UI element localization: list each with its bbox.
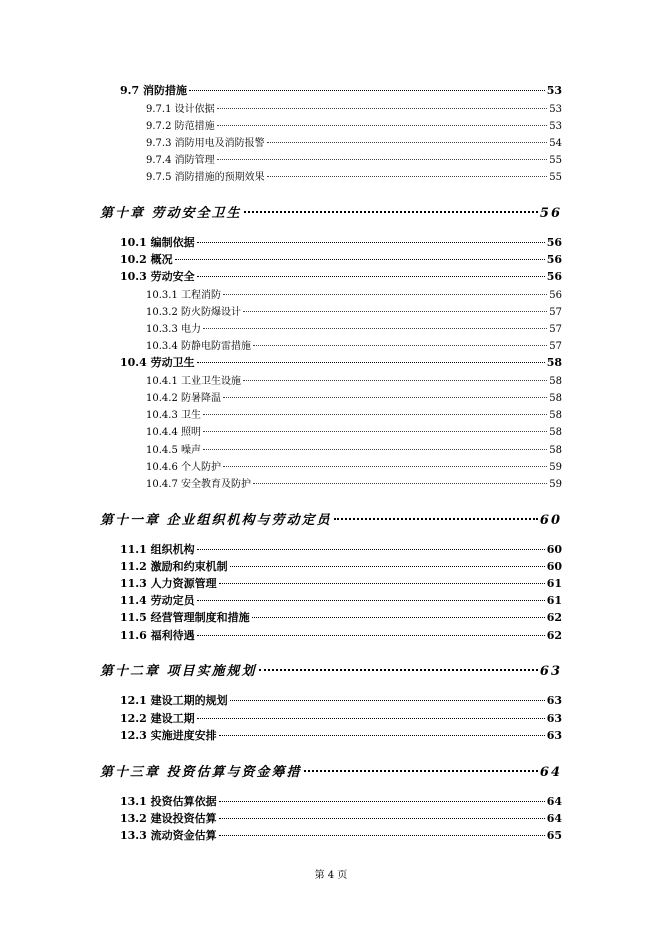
dot-leader [219,735,545,736]
toc-entry-label: 12.1 建设工期的规划 [120,694,228,707]
toc-entry-page: 64 [546,812,562,825]
toc-entry-label: 11.1 组织机构 [120,543,195,556]
toc-entry[interactable] [146,389,562,404]
toc-entry-label: 13.2 建设投资估算 [120,812,217,825]
toc-entry-label: 10.3.3 电力 [146,324,201,335]
toc-entry-label: 11.2 激励和约束机制 [120,560,228,573]
toc-entry-page: 60 [546,560,562,573]
toc-entry-label: 13.1 投资估算依据 [120,795,217,808]
toc-entry-page: 54 [549,138,562,149]
toc-entry[interactable] [146,406,562,421]
toc-entry-page: 59 [549,479,562,490]
toc-entry-page: 56 [546,253,562,266]
dot-leader [334,518,538,520]
toc-entry-page: 56 [549,290,562,301]
toc-entry-page: 55 [549,155,562,166]
toc-entry-label: 9.7.5 消防措施的预期效果 [146,172,265,183]
toc-entry[interactable] [120,793,562,809]
dot-leader [252,617,545,618]
toc-entry-page: 65 [546,829,562,842]
toc-entry[interactable] [146,134,562,149]
toc-entry-page: 53 [546,84,562,97]
toc-chapter-label: 第十二章 项目实施规划 [100,664,257,679]
toc-entry[interactable] [146,441,562,456]
toc-entry[interactable] [146,117,562,132]
toc-entry[interactable] [120,82,562,98]
dot-leader [223,294,547,295]
dot-leader [267,142,548,143]
dot-leader [219,818,545,819]
toc-entry[interactable] [120,627,562,643]
toc-chapter-page: 56 [539,206,562,221]
dot-leader [203,414,547,415]
toc-entry[interactable] [120,692,562,708]
dot-leader [203,431,547,432]
toc-entry-label: 10.3 劳动安全 [120,270,195,283]
toc-entry-page: 59 [549,462,562,473]
toc-entry[interactable] [120,710,562,726]
toc-entry[interactable] [120,354,562,370]
toc-entry-label: 9.7.3 消防用电及消防报警 [146,138,265,149]
toc-entry-label: 11.6 福利待遇 [120,629,195,642]
toc-entry-label: 10.1 编制依据 [120,236,195,249]
toc-entry-page: 61 [546,577,562,590]
dot-leader [203,449,547,450]
toc-entry-page: 62 [546,611,562,624]
toc-entry-page: 63 [546,694,562,707]
toc-entry-label: 10.3.1 工程消防 [146,290,221,301]
toc-entry-label: 10.4.4 照明 [146,427,201,438]
toc-entry[interactable] [146,286,562,301]
toc-entry[interactable] [120,810,562,826]
toc-entry[interactable] [120,609,562,625]
dot-leader [267,176,548,177]
dot-leader [243,380,547,381]
dot-leader [175,259,545,260]
toc-entry-label: 9.7.1 设计依据 [146,104,215,115]
toc-entry[interactable] [120,251,562,267]
dot-leader [217,159,548,160]
toc-entry[interactable] [120,234,562,250]
toc-entry[interactable] [120,268,562,284]
toc-chapter-entry[interactable] [100,660,562,679]
toc-entry-page: 58 [549,376,562,387]
toc-entry-page: 56 [546,270,562,283]
toc-entry-page: 53 [549,104,562,115]
toc-entry[interactable] [146,458,562,473]
dot-leader [197,276,545,277]
toc-entry[interactable] [120,727,562,743]
toc-entry-label: 10.4.3 卫生 [146,410,201,421]
toc-entry-label: 10.3.4 防静电防雷措施 [146,341,251,352]
dot-leader [230,566,545,567]
toc-entry-page: 58 [546,356,562,369]
toc-entry-page: 58 [549,410,562,421]
toc-entry[interactable] [120,558,562,574]
dot-leader [259,669,538,671]
toc-entry[interactable] [146,151,562,166]
toc-entry-page: 61 [546,594,562,607]
toc-entry-label: 10.4 劳动卫生 [120,356,195,369]
toc-chapter-page: 64 [539,765,562,780]
toc-entry-page: 55 [549,172,562,183]
toc-entry-label: 10.4.6 个人防护 [146,462,221,473]
toc-entry[interactable] [146,337,562,352]
toc-entry-label: 12.2 建设工期 [120,712,195,725]
toc-entry[interactable] [146,423,562,438]
dot-leader [243,311,547,312]
page-number-footer: 第 4 页 [314,870,348,881]
toc-chapter-label: 第十三章 投资估算与资金筹措 [100,765,302,780]
toc-entry[interactable] [146,168,562,183]
toc-entry-page: 63 [546,729,562,742]
dot-leader [244,211,538,213]
toc-entry[interactable] [146,320,562,335]
toc-entry-label: 10.2 概况 [120,253,173,266]
toc-entry[interactable] [146,100,562,115]
dot-leader [203,328,547,329]
toc-chapter-label: 第十章 劳动安全卫生 [100,206,242,221]
toc-chapter-page: 60 [539,513,562,528]
toc-entry-page: 57 [549,307,562,318]
toc-chapter-entry[interactable] [100,202,562,221]
dot-leader [230,700,545,701]
toc-entry[interactable] [120,592,562,608]
dot-leader [197,242,545,243]
toc-entry[interactable] [120,541,562,557]
dot-leader [197,549,545,550]
toc-entry-page: 63 [546,712,562,725]
toc-entry[interactable] [146,475,562,490]
dot-leader [189,90,545,91]
toc-entry-page: 58 [549,427,562,438]
toc-entry[interactable] [120,575,562,591]
toc-entry-page: 64 [546,795,562,808]
toc-entry-page: 58 [549,445,562,456]
dot-leader [197,718,545,719]
toc-entry-label: 10.4.5 噪声 [146,445,201,456]
dot-leader [197,362,545,363]
toc-chapter-page: 63 [539,664,562,679]
toc-entry-page: 62 [546,629,562,642]
toc-entry[interactable] [146,372,562,387]
toc-entry-label: 10.3.2 防火防爆设计 [146,307,241,318]
toc-entry-page: 57 [549,341,562,352]
toc-entry-page: 57 [549,324,562,335]
toc-entry-label: 9.7.4 消防管理 [146,155,215,166]
toc-entry-page: 60 [546,543,562,556]
dot-leader [223,466,547,467]
dot-leader [223,397,547,398]
toc-entry-label: 11.4 劳动定员 [120,594,195,607]
dot-leader [253,483,547,484]
dot-leader [219,835,545,836]
toc-entry-label: 11.5 经营管理制度和措施 [120,611,250,624]
toc-entry-page: 53 [549,121,562,132]
toc-entry-label: 10.4.1 工业卫生设施 [146,376,241,387]
dot-leader [253,345,547,346]
toc-entry-label: 12.3 实施进度安排 [120,729,217,742]
dot-leader [304,770,538,772]
toc-entry-page: 56 [546,236,562,249]
dot-leader [197,600,545,601]
toc-entry[interactable] [120,827,562,843]
toc-entry-label: 9.7.2 防范措施 [146,121,215,132]
toc-entry-label: 11.3 人力资源管理 [120,577,217,590]
toc-chapter-label: 第十一章 企业组织机构与劳动定员 [100,513,332,528]
toc-entry-label: 13.3 流动资金估算 [120,829,217,842]
toc-entry-label: 9.7 消防措施 [120,84,187,97]
toc-entry-label: 10.4.7 安全教育及防护 [146,479,251,490]
dot-leader [197,635,545,636]
dot-leader [217,125,548,126]
dot-leader [217,108,548,109]
toc-entry[interactable] [146,303,562,318]
toc-entry-page: 58 [549,393,562,404]
toc-chapter-entry[interactable] [100,509,562,528]
toc-chapter-entry[interactable] [100,761,562,780]
dot-leader [219,583,545,584]
toc-entry-label: 10.4.2 防暑降温 [146,393,221,404]
dot-leader [219,801,545,802]
